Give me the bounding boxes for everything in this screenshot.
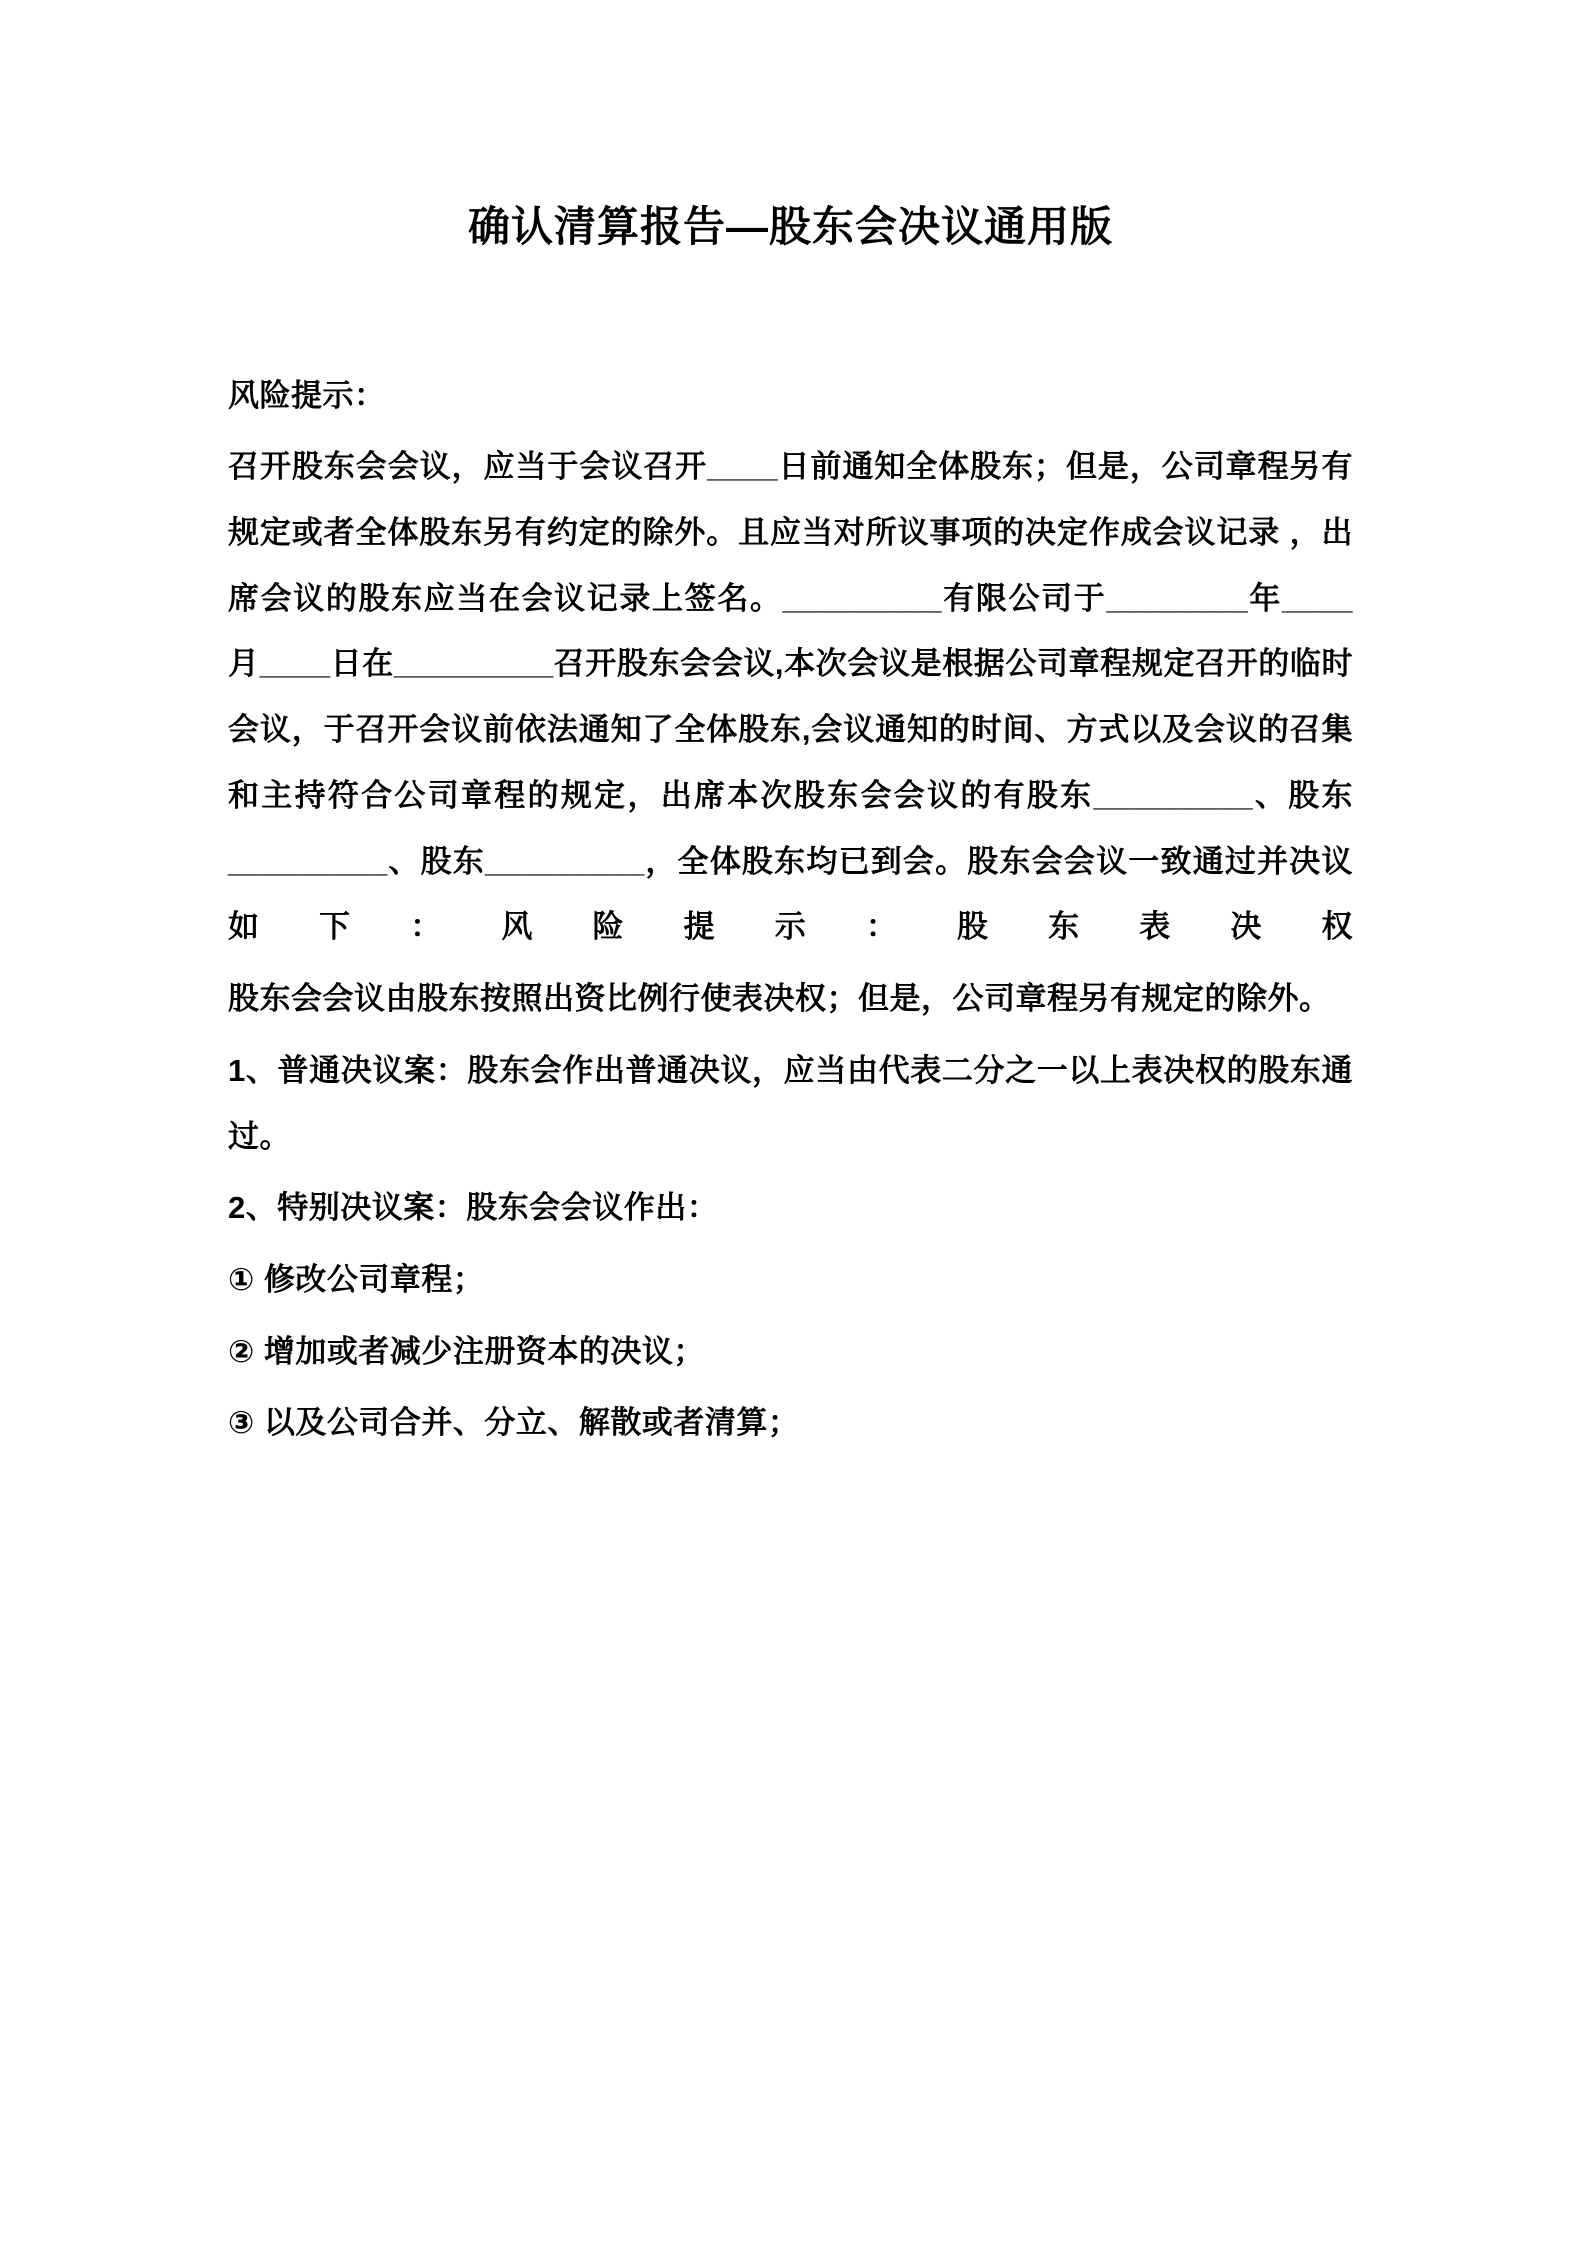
notice-paragraph: 召开股东会会议，应当于会议召开____日前通知全体股东；但是，公司章程另有规定或者全体股东另有约定的除外。且应当对所议事项的决定作成会议记录 ，出席会议的股东应当在会议记录上签名。_________有限公司于________年____月____日在_________召开股东会会议,本次会议是根据公司章程规定召开的临时会议，于召开会议前依法通知了全体股东,会议通知的时间、方式以及会议的召集和主持符合公司章程的规定，出席本次股东会会议的有股东_________、股东_________、股东_________，全体股东均已到会。股东会会议一致通过并决议如下：风险提示：股东表决权 xyxy=(228,449,1353,945)
special-resolution-item-3: ③ 以及公司合并、分立、解散或者清算； xyxy=(228,1405,800,1441)
page-title: 确认清算报告—股东会决议通用版 xyxy=(467,203,1113,250)
voting-rights-paragraph: 股东会会议由股东按照出资比例行使表决权；但是，公司章程另有规定的除外。 xyxy=(228,981,1331,1017)
risk-heading: 风险提示： xyxy=(228,377,386,413)
document-body xyxy=(228,363,1353,1457)
ordinary-resolution-paragraph: 1、普通决议案：股东会作出普通决议，应当由代表二分之一以上表决权的股东通过。 xyxy=(228,1052,1353,1154)
special-resolution-item-1: ① 修改公司章程； xyxy=(228,1261,485,1297)
special-resolution-item-2: ② 增加或者减少注册资本的决议； xyxy=(228,1333,705,1369)
special-resolution-paragraph: 2、特别决议案：股东会会议作出： xyxy=(228,1190,719,1226)
document-content xyxy=(228,0,1353,1462)
